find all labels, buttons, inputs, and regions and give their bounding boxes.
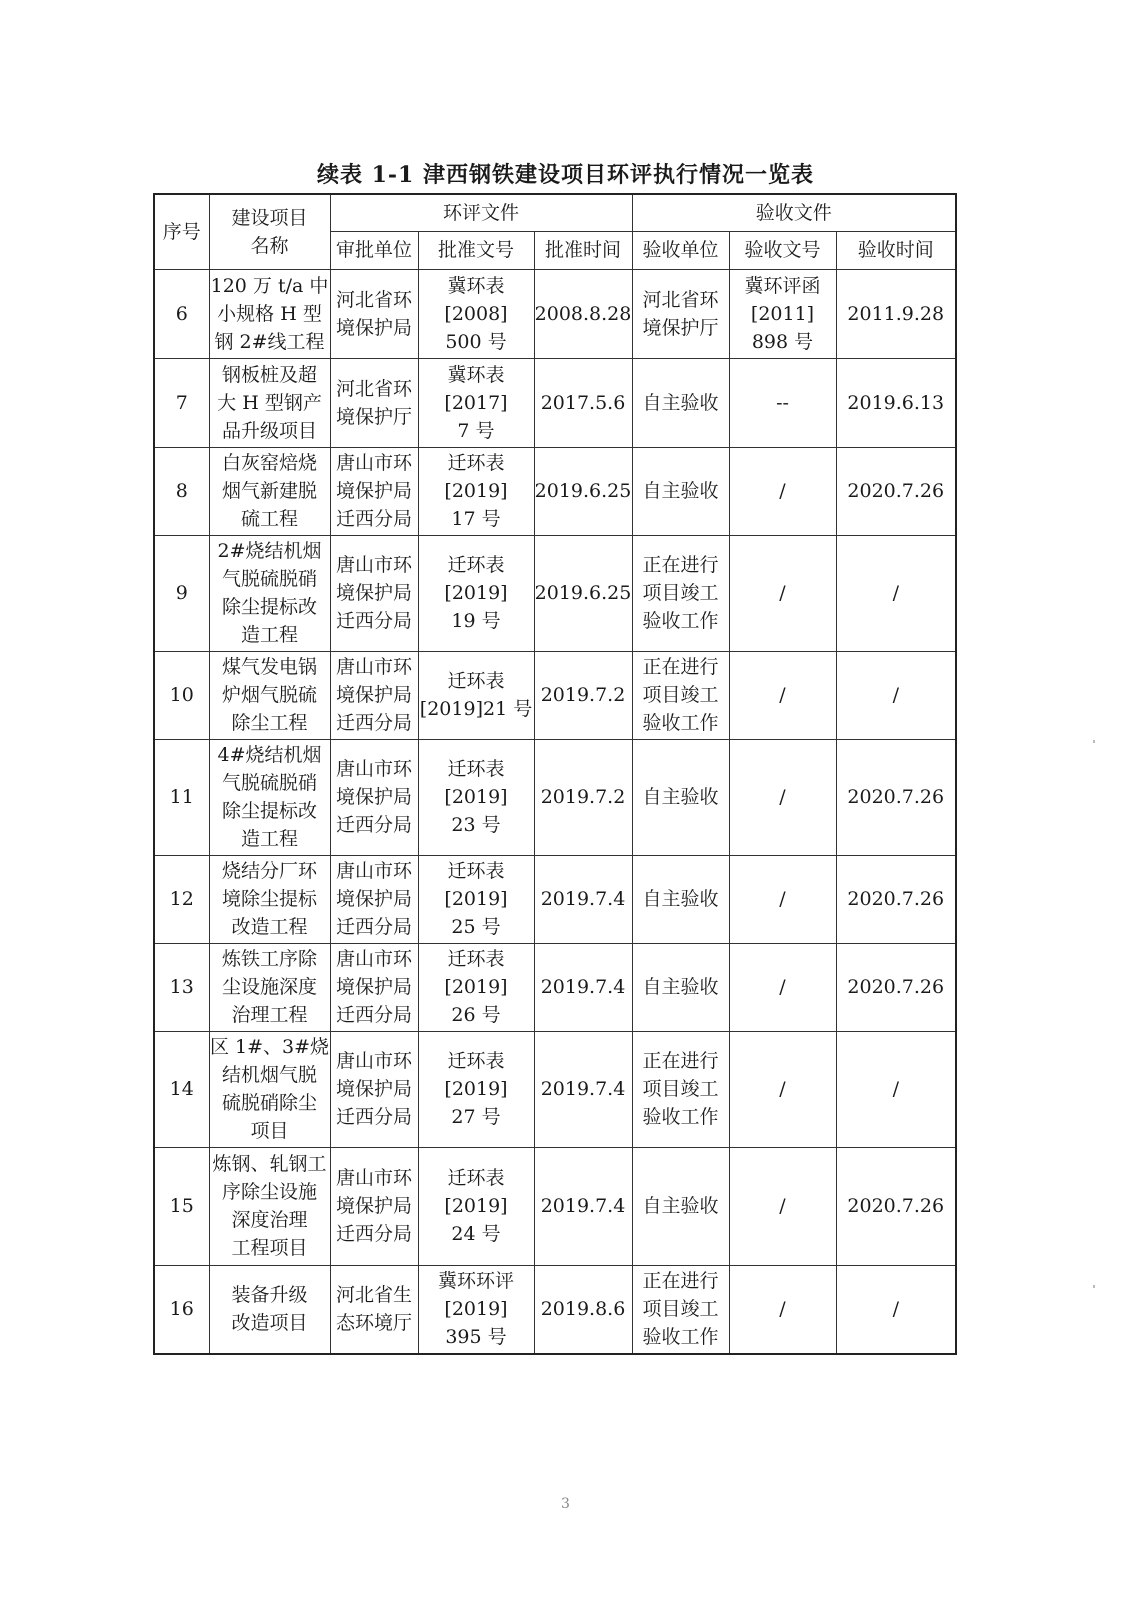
cell-acceptance-doc: / xyxy=(729,651,836,739)
cell-no: 14 xyxy=(154,1031,209,1147)
cell-approval-unit: 唐山市环 境保护局 迁西分局 xyxy=(330,651,418,739)
cell-no: 11 xyxy=(154,739,209,855)
cell-acceptance-doc: / xyxy=(729,535,836,651)
table-row xyxy=(154,651,956,739)
cell-acceptance-doc: / xyxy=(729,943,836,1031)
cell-approval-doc: 冀环表 [2008] 500 号 xyxy=(418,269,534,358)
cell-acceptance-doc: / xyxy=(729,739,836,855)
cell-no: 9 xyxy=(154,535,209,651)
cell-project: 装备升级 改造项目 xyxy=(209,1265,330,1354)
cell-approval-unit: 唐山市环 境保护局 迁西分局 xyxy=(330,739,418,855)
cell-approval-unit: 唐山市环 境保护局 迁西分局 xyxy=(330,1031,418,1147)
cell-approval-doc: 冀环环评 [2019] 395 号 xyxy=(418,1265,534,1354)
cell-no: 8 xyxy=(154,447,209,535)
cell-approval-date: 2019.7.4 xyxy=(534,1031,632,1147)
cell-approval-doc: 迁环表 [2019]21 号 xyxy=(418,651,534,739)
cell-approval-unit: 唐山市环 境保护局 迁西分局 xyxy=(330,1147,418,1265)
cell-project: 白灰窑焙烧 烟气新建脱 硫工程 xyxy=(209,447,330,535)
cell-acceptance-unit: 自主验收 xyxy=(632,943,729,1031)
header-acceptance-date: 验收时间 xyxy=(836,231,956,269)
header-acceptance-doc: 验收文号 xyxy=(729,231,836,269)
cell-project: 2#烧结机烟 气脱硫脱硝 除尘提标改 造工程 xyxy=(209,535,330,651)
cell-acceptance-date: / xyxy=(836,535,956,651)
cell-project: 炼钢、轧钢工 序除尘设施 深度治理 工程项目 xyxy=(209,1147,330,1265)
cell-approval-date: 2017.5.6 xyxy=(534,358,632,447)
cell-acceptance-doc: / xyxy=(729,447,836,535)
cell-acceptance-date: 2020.7.26 xyxy=(836,1147,956,1265)
cell-project: 120 万 t/a 中 小规格 H 型 钢 2#线工程 xyxy=(209,269,330,358)
table-row xyxy=(154,269,956,358)
cell-project: 4#烧结机烟 气脱硫脱硝 除尘提标改 造工程 xyxy=(209,739,330,855)
header-project: 建设项目 名称 xyxy=(209,194,330,269)
scan-speck xyxy=(1093,1285,1095,1288)
header-acceptance-group: 验收文件 xyxy=(632,194,956,231)
cell-acceptance-date: 2020.7.26 xyxy=(836,739,956,855)
cell-approval-unit: 唐山市环 境保护局 迁西分局 xyxy=(330,943,418,1031)
cell-acceptance-unit: 正在进行 项目竣工 验收工作 xyxy=(632,651,729,739)
cell-approval-doc: 迁环表 [2019] 19 号 xyxy=(418,535,534,651)
table-row xyxy=(154,1031,956,1147)
cell-no: 12 xyxy=(154,855,209,943)
cell-project: 炼铁工序除 尘设施深度 治理工程 xyxy=(209,943,330,1031)
header-acceptance-unit: 验收单位 xyxy=(632,231,729,269)
cell-approval-unit: 河北省生 态环境厅 xyxy=(330,1265,418,1354)
cell-approval-doc: 迁环表 [2019] 27 号 xyxy=(418,1031,534,1147)
cell-acceptance-doc: / xyxy=(729,1265,836,1354)
cell-approval-date: 2019.7.4 xyxy=(534,1147,632,1265)
cell-approval-date: 2019.8.6 xyxy=(534,1265,632,1354)
cell-approval-unit: 河北省环 境保护局 xyxy=(330,269,418,358)
cell-no: 13 xyxy=(154,943,209,1031)
cell-approval-doc: 迁环表 [2019] 23 号 xyxy=(418,739,534,855)
cell-acceptance-date: / xyxy=(836,651,956,739)
header-no: 序号 xyxy=(154,194,209,269)
cell-approval-doc: 迁环表 [2019] 17 号 xyxy=(418,447,534,535)
cell-acceptance-unit: 自主验收 xyxy=(632,855,729,943)
header-eia-group: 环评文件 xyxy=(330,194,632,231)
table-row xyxy=(154,739,956,855)
cell-approval-doc: 迁环表 [2019] 26 号 xyxy=(418,943,534,1031)
cell-approval-date: 2019.6.25 xyxy=(534,535,632,651)
cell-approval-unit: 唐山市环 境保护局 迁西分局 xyxy=(330,535,418,651)
header-approval-unit: 审批单位 xyxy=(330,231,418,269)
page-number: 3 xyxy=(561,1496,570,1512)
cell-acceptance-date: 2020.7.26 xyxy=(836,855,956,943)
cell-acceptance-date: / xyxy=(836,1265,956,1354)
cell-approval-date: 2019.7.4 xyxy=(534,855,632,943)
scan-speck xyxy=(1093,740,1095,743)
cell-approval-doc: 迁环表 [2019] 25 号 xyxy=(418,855,534,943)
table-row xyxy=(154,943,956,1031)
cell-acceptance-doc: / xyxy=(729,1147,836,1265)
cell-acceptance-unit: 自主验收 xyxy=(632,358,729,447)
cell-approval-doc: 冀环表 [2017] 7 号 xyxy=(418,358,534,447)
cell-acceptance-date: / xyxy=(836,1031,956,1147)
cell-approval-unit: 唐山市环 境保护局 迁西分局 xyxy=(330,855,418,943)
cell-acceptance-date: 2019.6.13 xyxy=(836,358,956,447)
cell-acceptance-doc: / xyxy=(729,855,836,943)
cell-approval-date: 2019.7.2 xyxy=(534,651,632,739)
table-row xyxy=(154,535,956,651)
cell-project: 烧结分厂环 境除尘提标 改造工程 xyxy=(209,855,330,943)
cell-acceptance-unit: 正在进行 项目竣工 验收工作 xyxy=(632,1265,729,1354)
cell-acceptance-unit: 正在进行 项目竣工 验收工作 xyxy=(632,535,729,651)
cell-project: 煤气发电锅 炉烟气脱硫 除尘工程 xyxy=(209,651,330,739)
table-row xyxy=(154,447,956,535)
cell-acceptance-doc: -- xyxy=(729,358,836,447)
cell-acceptance-date: 2011.9.28 xyxy=(836,269,956,358)
cell-approval-date: 2019.7.2 xyxy=(534,739,632,855)
cell-acceptance-date: 2020.7.26 xyxy=(836,447,956,535)
cell-approval-unit: 河北省环 境保护厅 xyxy=(330,358,418,447)
cell-project: 区 1#、3#烧 结机烟气脱 硫脱硝除尘 项目 xyxy=(209,1031,330,1147)
cell-no: 6 xyxy=(154,269,209,358)
cell-acceptance-unit: 自主验收 xyxy=(632,447,729,535)
cell-project: 钢板桩及超 大 H 型钢产 品升级项目 xyxy=(209,358,330,447)
page-title: 续表 1-1 津西钢铁建设项目环评执行情况一览表 xyxy=(316,162,815,188)
cell-approval-date: 2019.7.4 xyxy=(534,943,632,1031)
cell-acceptance-unit: 自主验收 xyxy=(632,1147,729,1265)
table-row xyxy=(154,1147,956,1265)
cell-acceptance-unit: 正在进行 项目竣工 验收工作 xyxy=(632,1031,729,1147)
header-approval-date: 批准时间 xyxy=(534,231,632,269)
cell-no: 16 xyxy=(154,1265,209,1354)
cell-acceptance-unit: 河北省环 境保护厅 xyxy=(632,269,729,358)
table-row xyxy=(154,358,956,447)
table-row xyxy=(154,1265,956,1354)
cell-approval-doc: 迁环表 [2019] 24 号 xyxy=(418,1147,534,1265)
cell-acceptance-doc: 冀环评函 [2011] 898 号 xyxy=(729,269,836,358)
cell-no: 15 xyxy=(154,1147,209,1265)
header-approval-doc: 批准文号 xyxy=(418,231,534,269)
eia-execution-table xyxy=(153,193,957,1355)
cell-acceptance-date: 2020.7.26 xyxy=(836,943,956,1031)
cell-acceptance-unit: 自主验收 xyxy=(632,739,729,855)
cell-acceptance-doc: / xyxy=(729,1031,836,1147)
cell-no: 10 xyxy=(154,651,209,739)
cell-approval-date: 2008.8.28 xyxy=(534,269,632,358)
cell-approval-date: 2019.6.25 xyxy=(534,447,632,535)
cell-no: 7 xyxy=(154,358,209,447)
cell-approval-unit: 唐山市环 境保护局 迁西分局 xyxy=(330,447,418,535)
table-row xyxy=(154,855,956,943)
